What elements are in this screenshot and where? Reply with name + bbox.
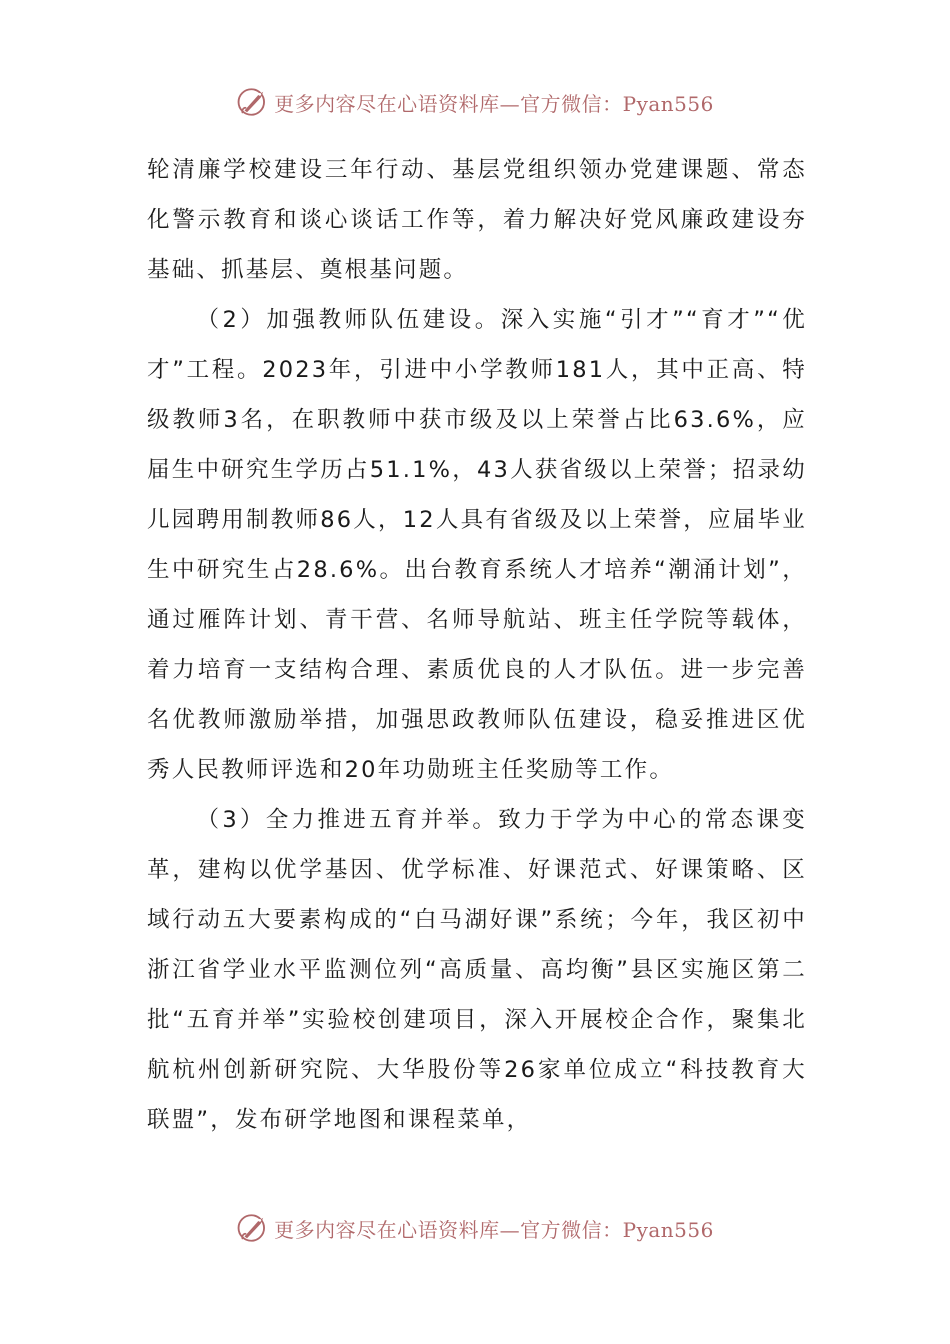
paragraph-continued: 轮清廉学校建设三年行动、基层党组织领办党建课题、常态化警示教育和谈心谈话工作等，着力解决好党风廉政建设夯基础、抓基层、奠根基问题。 [147, 157, 807, 283]
paragraph-teacher-team: （2）加强教师队伍建设。深入实施“引才”“育才”“优才”工程。2023年，引进中小学教师181人，其中正高、特级教师3名，在职教师中获市级及以上荣誉占比63.6%，应届生中研究生学历占51.1%，43人获省级以上荣誉；招录幼儿园聘用制教师86人，12人具有省级及以上荣誉，应届毕业生中研究生占28.6%。出台教育系统人才培养“潮涌计划”，通过雁阵计划、青干营、名师导航站、班主任学院等载体，着力培育一支结构合理、素质优良的人才队伍。进一步完善名优教师激励举措，加强思政教师队伍建设，稳妥推进区优秀人民教师评选和20年功勋班主任奖励等工作。 [147, 307, 807, 783]
header-watermark-text: 更多内容尽在心语资料库—官方微信：Pyan556 [274, 91, 714, 116]
footer-watermark-banner [0, 1208, 950, 1248]
header-watermark-banner [0, 82, 950, 122]
pen-nib-logo-icon [236, 1211, 270, 1245]
footer-watermark-text: 更多内容尽在心语资料库—官方微信：Pyan556 [274, 1217, 714, 1242]
document-body [147, 145, 807, 1145]
pen-nib-logo-icon [236, 85, 270, 119]
paragraph-five-education: （3）全力推进五育并举。致力于学为中心的常态课变革，建构以优学基因、优学标准、好课范式、好课策略、区域行动五大要素构成的“白马湖好课”系统；今年，我区初中浙江省学业水平监测位列“高质量、高均衡”县区实施区第二批“五育并举”实验校创建项目，深入开展校企合作，聚集北航杭州创新研究院、大华股份等26家单位成立“科技教育大联盟”，发布研学地图和课程菜单， [147, 807, 807, 1133]
